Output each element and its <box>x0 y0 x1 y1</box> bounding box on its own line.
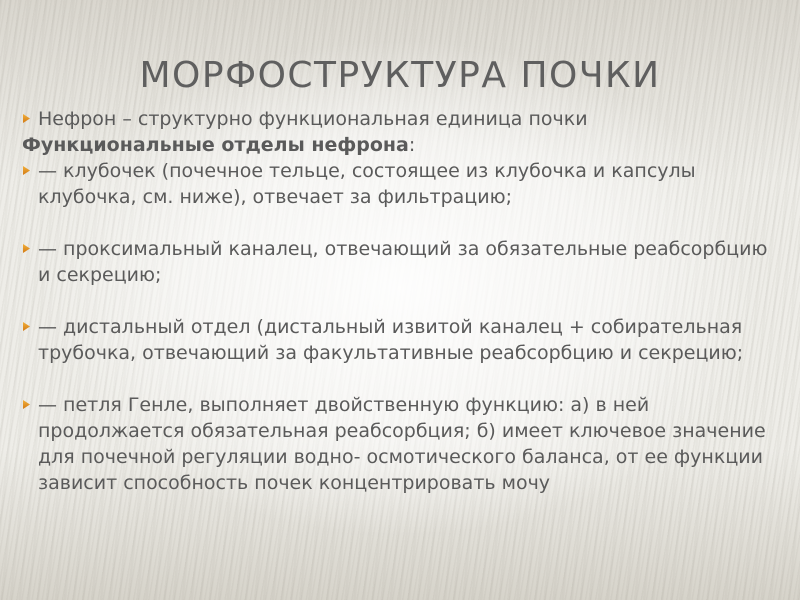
list-item <box>22 236 772 288</box>
bullet-icon <box>23 322 30 331</box>
list-item <box>22 392 772 496</box>
bullet-icon <box>23 166 30 175</box>
bullet-icon <box>23 400 30 409</box>
list-item-text: — клубочек (почечное тельце, состоящее из клубочка и капсулы клубочка, см. ниже), отвечает за фильтрацию; <box>38 160 696 208</box>
spacer <box>22 288 772 314</box>
intro-paragraph <box>22 106 772 132</box>
sections-heading-text: Функциональные отделы нефрона <box>22 134 409 156</box>
bullet-icon <box>23 244 30 253</box>
list-item-text: — дистальный отдел (дистальный извитой каналец + собирательная трубочка, отвечающий за факультативные реабсорбцию и секрецию; <box>38 316 744 364</box>
list-item <box>22 314 772 366</box>
spacer <box>22 210 772 236</box>
slide-title: МОРФОСТРУКТУРА ПОЧКИ <box>139 55 661 96</box>
bullet-icon <box>23 114 30 123</box>
spacer <box>22 366 772 392</box>
list-item <box>22 158 772 210</box>
sections-heading-suffix: : <box>408 134 416 156</box>
sections-heading <box>22 132 772 158</box>
intro-text: Нефрон – структурно функциональная единица почки <box>38 108 588 130</box>
slide-body <box>22 106 772 496</box>
list-item-text: — проксимальный каналец, отвечающий за обязательные реабсорбцию и секрецию; <box>38 238 768 286</box>
list-item-text: — петля Генле, выполняет двойственную функцию: а) в ней продолжается обязательная реабсорбция; б) имеет ключевое значение для почечной регуляции водно- осмотического баланса, от ее функции зависит способность почек концентрировать мочу <box>38 394 766 494</box>
